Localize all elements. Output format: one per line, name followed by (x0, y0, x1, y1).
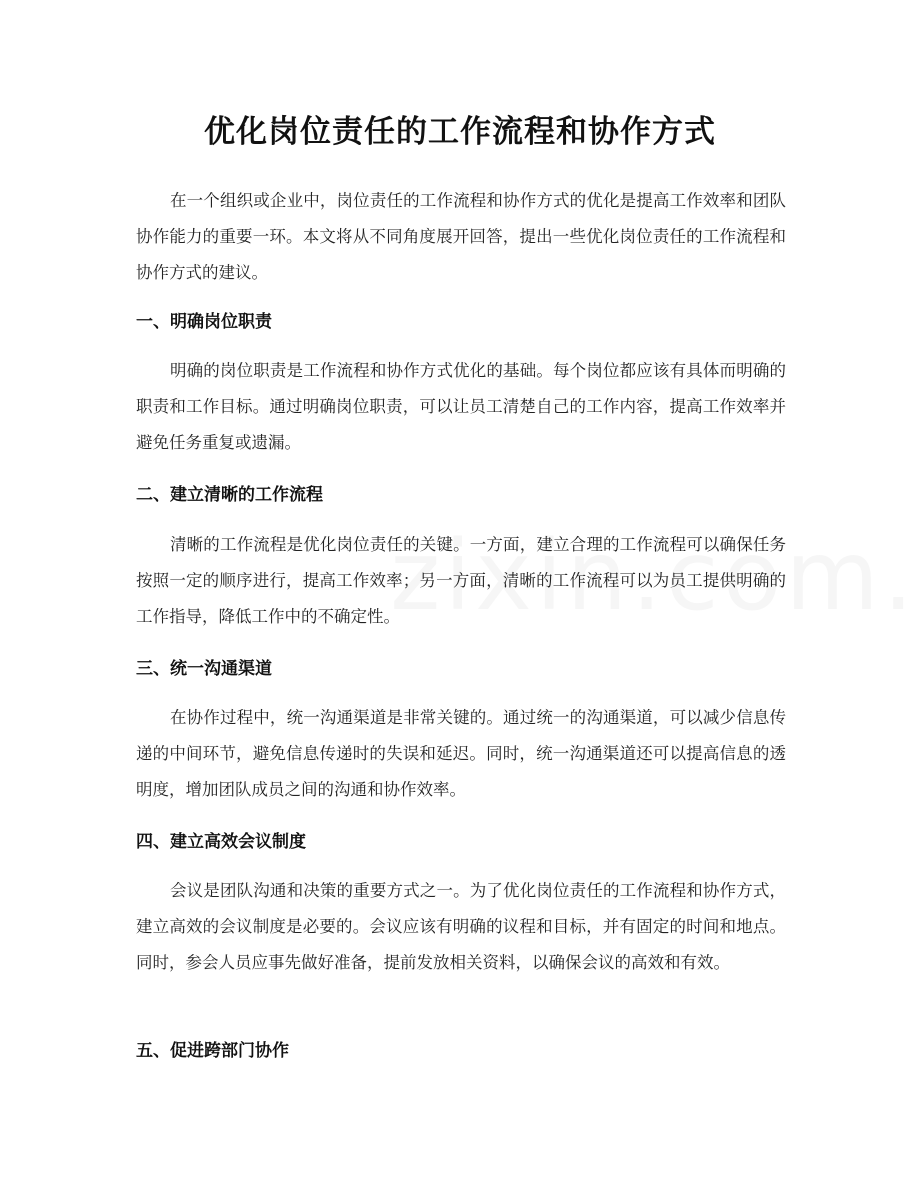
intro-paragraph: 在一个组织或企业中，岗位责任的工作流程和协作方式的优化是提高工作效率和团队协作能力的重要一环。本文将从不同角度展开回答，提出一些优化岗位责任的工作流程和协作方式的建议。 (136, 191, 786, 282)
section-body-3: 在协作过程中，统一沟通渠道是非常关键的。通过统一的沟通渠道，可以减少信息传递的中间环节，避免信息传递时的失误和延迟。同时，统一沟通渠道还可以提高信息的透明度，增加团队成员之间的沟通和协作效率。 (136, 708, 786, 799)
section-body-4: 会议是团队沟通和决策的重要方式之一。为了优化岗位责任的工作流程和协作方式，建立高效的会议制度是必要的。会议应该有明确的议程和目标，并有固定的时间和地点。同时，参会人员应事先做好准备，提前发放相关资料，以确保会议的高效和有效。 (136, 881, 786, 972)
section-heading-3: 三、统一沟通渠道 (136, 659, 272, 679)
section-heading-5: 五、促进跨部门协作 (136, 1041, 289, 1061)
section-heading-4: 四、建立高效会议制度 (136, 832, 306, 852)
section-heading-1: 一、明确岗位职责 (136, 312, 272, 332)
section-heading-2: 二、建立清晰的工作流程 (136, 485, 323, 505)
section-body-2: 清晰的工作流程是优化岗位责任的关键。一方面，建立合理的工作流程可以确保任务按照一定的顺序进行，提高工作效率；另一方面，清晰的工作流程可以为员工提供明确的工作指导，降低工作中的不确定性。 (136, 535, 786, 626)
section-body-1: 明确的岗位职责是工作流程和协作方式优化的基础。每个岗位都应该有具体而明确的职责和工作目标。通过明确岗位职责，可以让员工清楚自己的工作内容，提高工作效率并避免任务重复或遗漏。 (136, 361, 786, 452)
document-title: 优化岗位责任的工作流程和协作方式 (204, 114, 716, 150)
